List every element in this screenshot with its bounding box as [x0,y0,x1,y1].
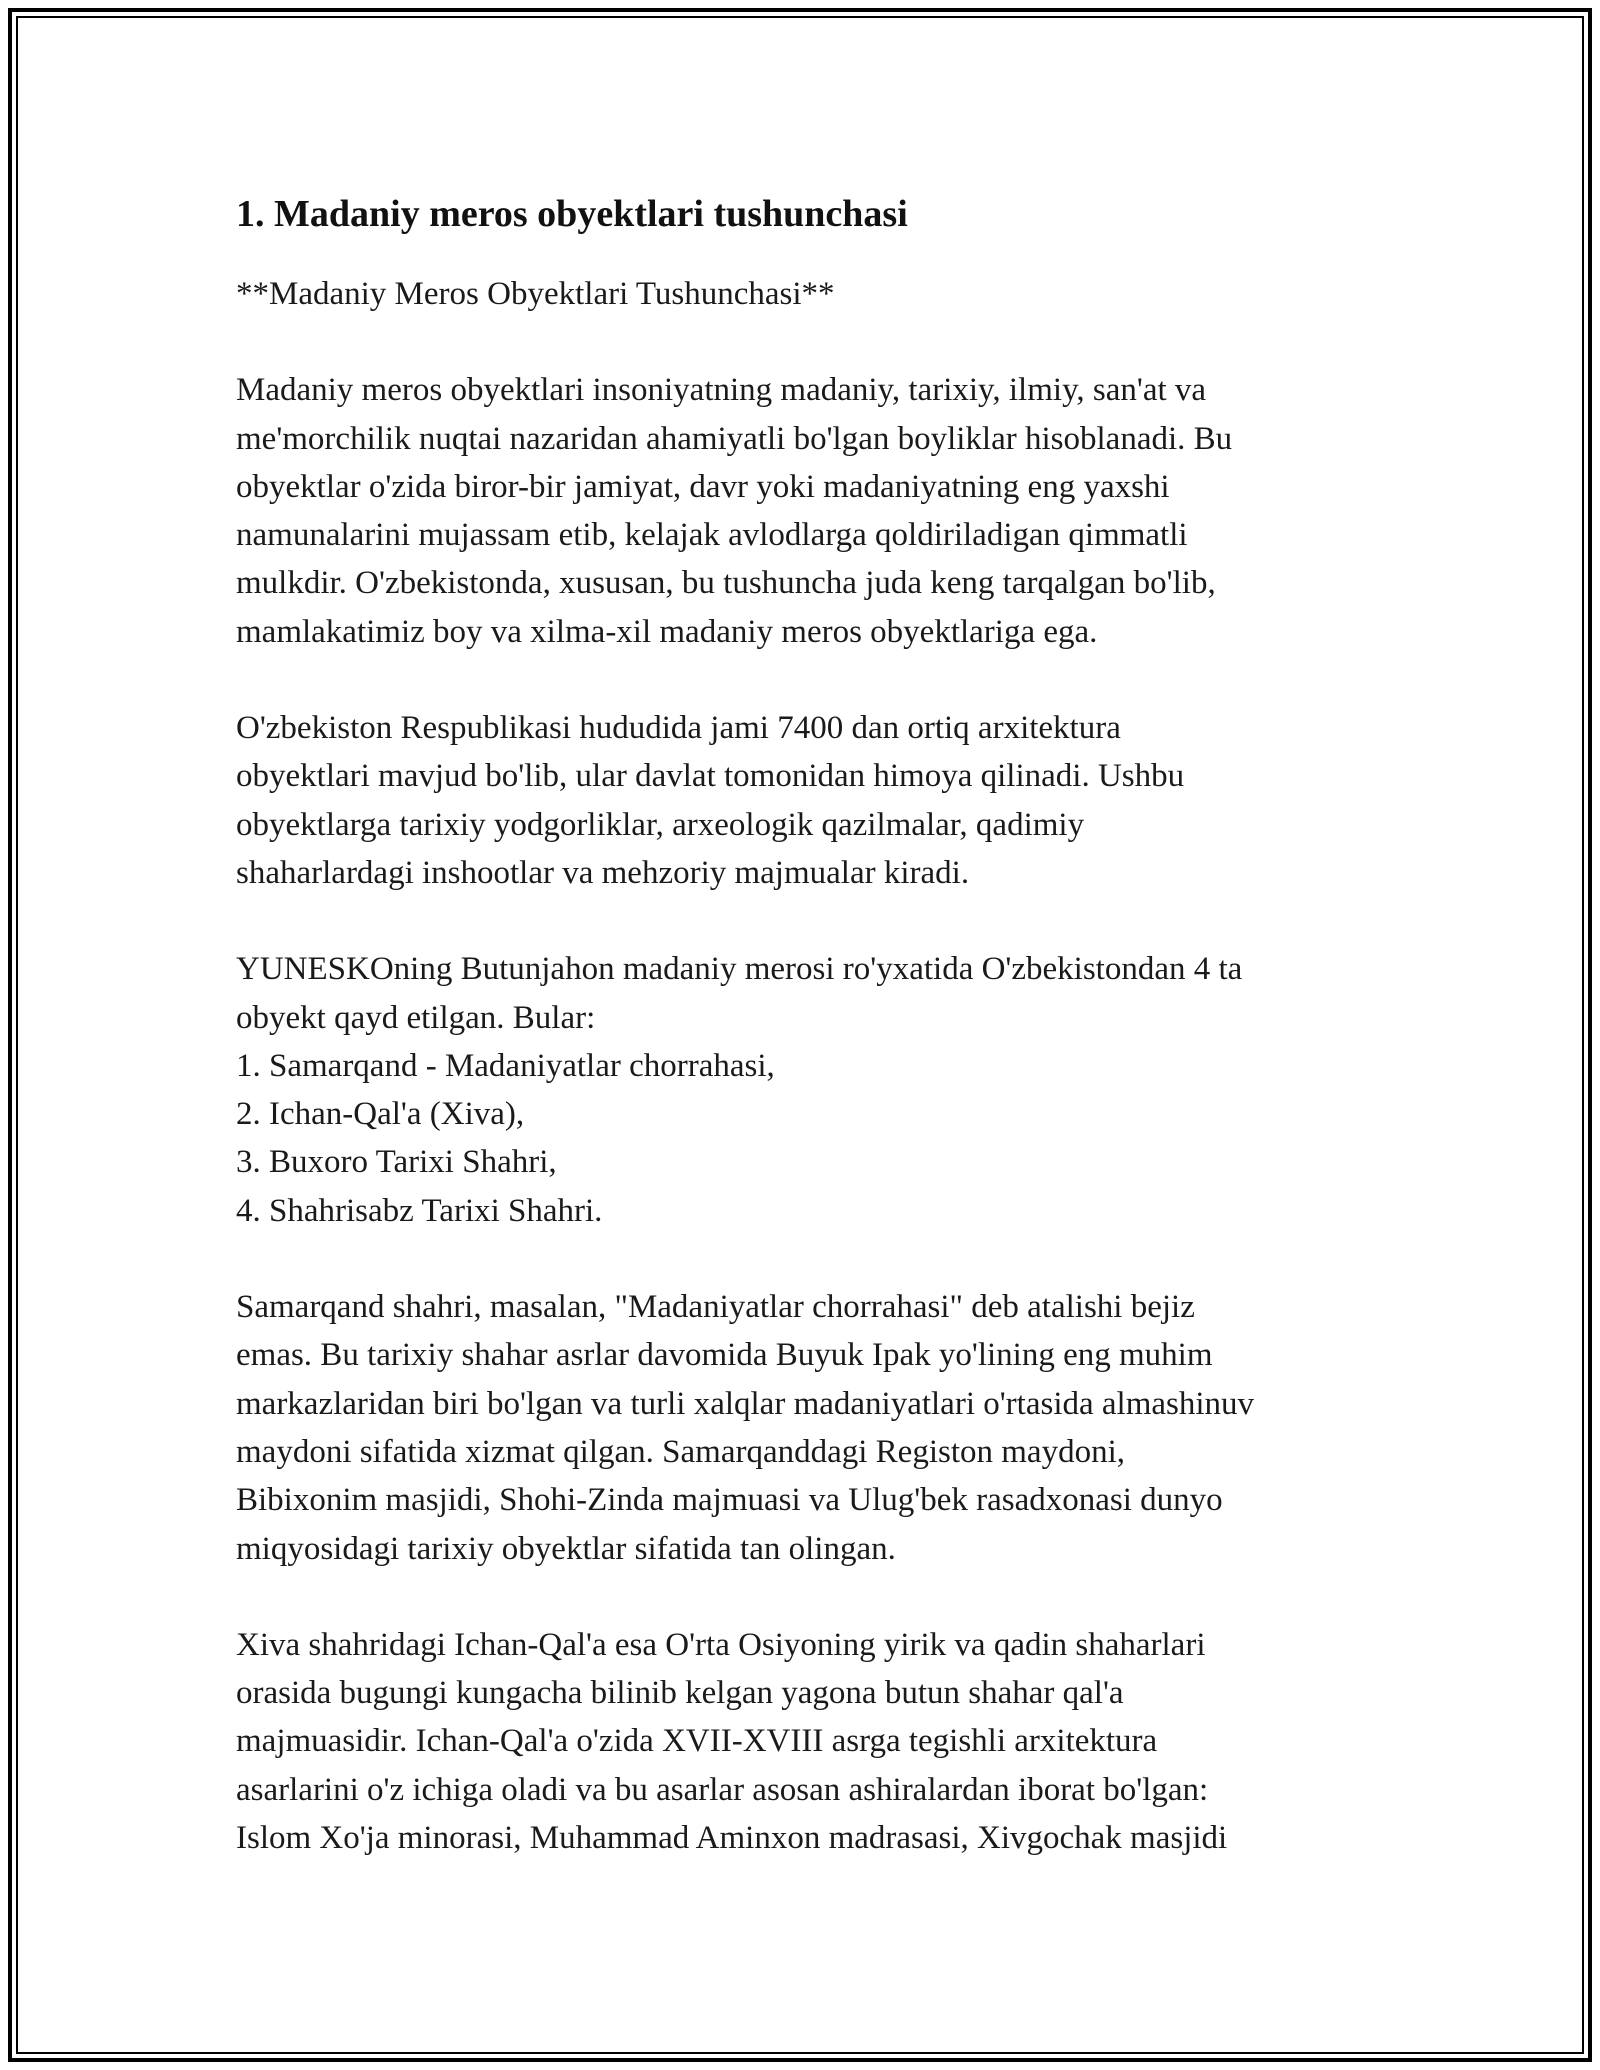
paragraph [236,1283,1376,1573]
text-line: Bibixonim masjidi, Shohi-Zinda majmuasi va Ulug'bek rasadxonasi dunyo [236,1482,1223,1519]
text-line: O'zbekiston Respublikasi hududida jami 7400 dan ortiq arxitektura [236,710,1121,747]
text-line: 2. Ichan-Qal'a (Xiva), [236,1096,525,1133]
text-line: markazlaridan biri bo'lgan va turli xalqlar madaniyatlari o'rtasida almashinuv [236,1385,1255,1422]
text-line: maydoni sifatida xizmat qilgan. Samarqanddagi Registon maydoni, [236,1433,1125,1470]
paragraph [236,1621,1376,1862]
text-line: mulkdir. O'zbekistonda, xususan, bu tushuncha juda keng tarqalgan bo'lib, [236,565,1216,602]
paragraph [236,704,1376,897]
text-line: 1. Samarqand - Madaniyatlar chorrahasi, [236,1047,775,1084]
text-line: YUNESKOning Butunjahon madaniy merosi ro'yxatida O'zbekistondan 4 ta [236,951,1243,988]
text-line: emas. Bu tarixiy shahar asrlar davomida Buyuk Ipak yo'lining eng muhim [236,1337,1213,1374]
text-line: Xiva shahridagi Ichan-Qal'a esa O'rta Osiyoning yirik va qadin shaharlari [236,1626,1206,1663]
paragraph-list [236,366,1376,1862]
text-line: namunalarini mujassam etib, kelajak avlodlarga qoldiriladigan qimmatli [236,517,1188,554]
section-heading: 1. Madaniy meros obyektlari tushunchasi [236,193,908,235]
text-line: orasida bugungi kungacha bilinib kelgan yagona butun shahar qal'a [236,1675,1124,1712]
text-line: Islom Xo'ja minorasi, Muhammad Aminxon madrasasi, Xivgochak masjidi [236,1820,1228,1857]
text-line: mamlakatimiz boy va xilma-xil madaniy meros obyektlariga ega. [236,613,1098,650]
text-line: majmuasidir. Ichan-Qal'a o'zida XVII-XVIII asrga tegishli arxitektura [236,1723,1158,1760]
text-line: obyekt qayd etilgan. Bular: [236,999,596,1036]
text-line: Madaniy meros obyektlari insoniyatning madaniy, tarixiy, ilmiy, san'at va [236,372,1207,409]
text-line: obyektlarga tarixiy yodgorliklar, arxeologik qazilmalar, qadimiy [236,806,1085,843]
document-body [236,186,1376,1862]
paragraph [236,366,1376,656]
text-line: asarlarini o'z ichiga oladi va bu asarlar asosan ashiralardan iborat bo'lgan: [236,1771,1209,1808]
text-line: obyektlari mavjud bo'lib, ular davlat tomonidan himoya qilinadi. Ushbu [236,758,1185,795]
section-subtitle: **Madaniy Meros Obyektlari Tushunchasi** [236,276,835,312]
paragraph [236,945,1376,1235]
text-line: Samarqand shahri, masalan, "Madaniyatlar chorrahasi" deb atalishi bejiz [236,1289,1195,1326]
text-line: obyektlar o'zida biror-bir jamiyat, davr yoki madaniyatning eng yaxshi [236,468,1170,505]
text-line: me'morchilik nuqtai nazaridan ahamiyatli bo'lgan boyliklar hisoblanadi. Bu [236,420,1233,457]
text-line: shaharlardagi inshootlar va mehzoriy majmualar kiradi. [236,854,970,891]
text-line: 4. Shahrisabz Tarixi Shahri. [236,1192,603,1229]
text-line: 3. Buxoro Tarixi Shahri, [236,1144,557,1181]
text-line: miqyosidagi tarixiy obyektlar sifatida tan olingan. [236,1530,896,1567]
